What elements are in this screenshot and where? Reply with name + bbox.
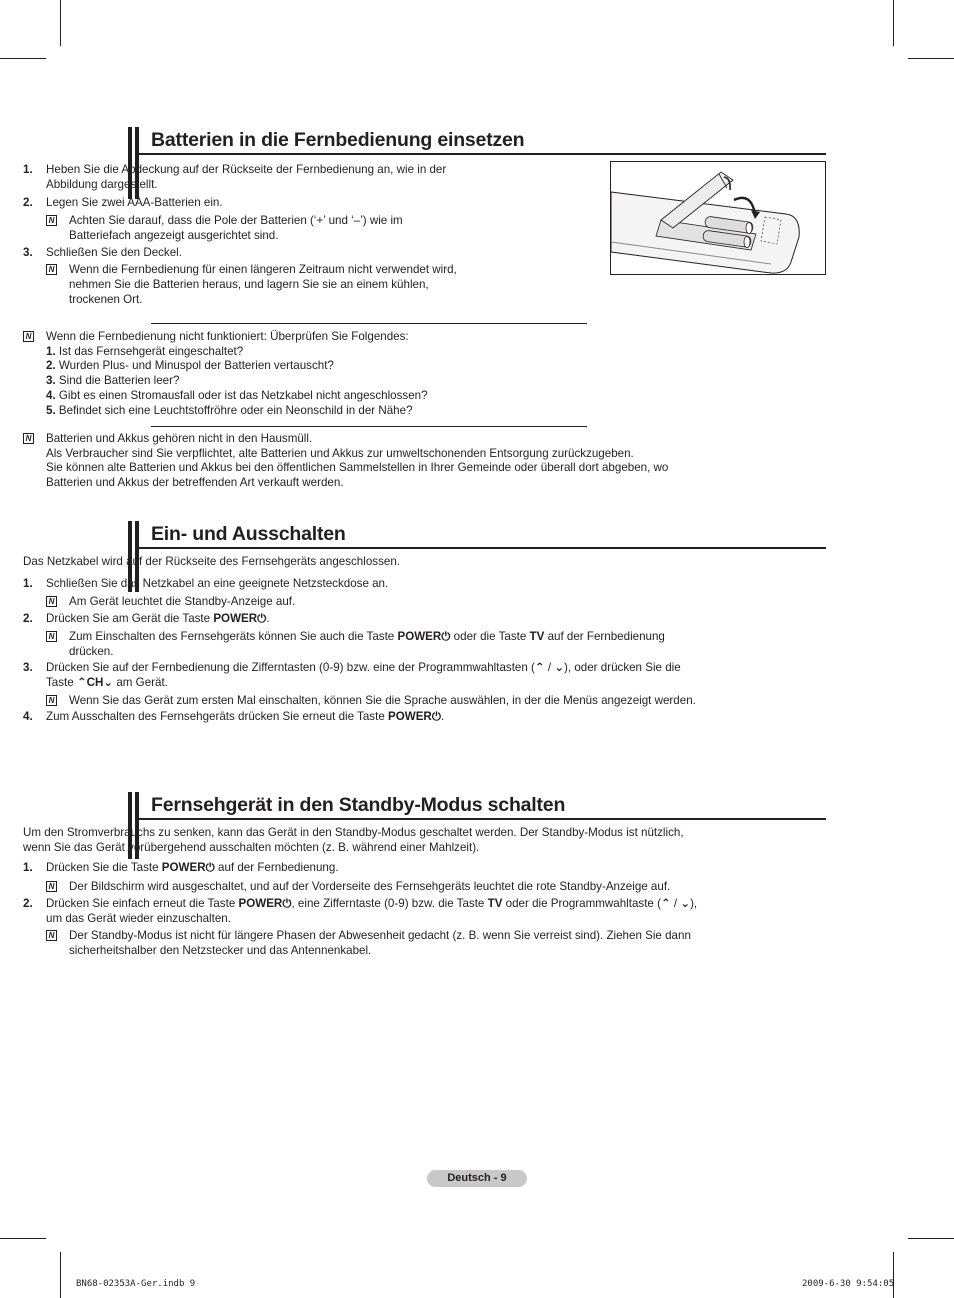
section-intro: Das Netzkabel wird auf der Rückseite des Fernsehgeräts angeschlossen.	[23, 555, 400, 568]
section-title: Fernsehgerät in den Standby-Modus schalten	[151, 794, 566, 816]
note-text: Am Gerät leuchtet die Standby-Anzeige auf.	[69, 595, 296, 609]
crop-mark	[893, 1252, 894, 1298]
crop-mark	[0, 58, 46, 59]
step-number: 4.	[23, 710, 33, 724]
section-title: Batterien in die Fernbedienung einsetzen	[151, 129, 525, 151]
power-icon: ⏻	[205, 861, 215, 875]
step-text: Legen Sie zwei AAA-Batterien ein.	[46, 196, 223, 210]
note-icon: N	[46, 930, 57, 941]
note-icon: N	[46, 695, 57, 706]
section-title: Ein- und Ausschalten	[151, 523, 346, 545]
step-text: Drücken Sie einfach erneut die Taste POWER⏻, eine Zifferntaste (0-9) bzw. die Taste TV oder die Programmwahltaste (⌃ / ⌄), um das Gerät wieder einzuschalten.	[46, 896, 698, 925]
crop-mark	[0, 1238, 46, 1239]
disposal-line: Batterien und Akkus gehören nicht in den Hausmüll.	[46, 432, 313, 445]
step-note	[23, 263, 459, 307]
chevron-down-icon: ⌄	[680, 896, 691, 910]
note-icon: N	[46, 215, 57, 226]
note-icon: N	[46, 264, 57, 275]
print-slug-left: BN68-02353A-Ger.indb 9	[76, 1279, 196, 1289]
note-text: Zum Einschalten des Fernsehgeräts können Sie auch die Taste POWER⏻ oder die Taste TV auf der Fernbedienung drücken.	[69, 629, 665, 658]
note-icon: N	[23, 433, 34, 444]
check-item: 5. Befindet sich eine Leuchtstoffröhre oder ein Neonschild in der Nähe?	[46, 403, 413, 417]
note-icon: N	[46, 631, 57, 642]
note-text: Achten Sie darauf, dass die Pole der Batterien (‘+’ und ‘–’) wie im Batteriefach angezeigt ausgerichtet sind.	[69, 214, 403, 242]
step-number: 2.	[23, 612, 33, 626]
step-number: 2.	[23, 196, 33, 210]
step-item	[23, 246, 459, 261]
disposal-line: Sie können alte Batterien und Akkus bei den öffentlichen Sammelstellen in Ihrer Gemeinde oder überall dort abgeben, wo Batterien und Akkus der betreffenden Art verkauft werden.	[46, 461, 669, 490]
chevron-up-icon: ⌃	[660, 896, 671, 910]
section-rule	[139, 153, 826, 155]
note-text: Wenn Sie das Gerät zum ersten Mal einschalten, können Sie die Sprache auswählen, in der die Menüs angezeigt werden.	[69, 693, 696, 707]
check-list	[46, 345, 459, 419]
crop-mark	[60, 1252, 61, 1298]
step-text: Schließen Sie das Netzkabel an eine geeignete Netzsteckdose an.	[46, 576, 389, 590]
step-number: 3.	[23, 661, 33, 675]
section-rule	[139, 818, 826, 820]
step-number: 1.	[23, 163, 33, 176]
disposal-note-block	[23, 432, 683, 491]
step-note	[23, 929, 698, 958]
step-number: 2.	[23, 896, 33, 910]
step-text: Drücken Sie am Gerät die Taste POWER⏻.	[46, 612, 270, 626]
crop-mark	[893, 0, 894, 46]
remote-battery-illustration	[610, 161, 826, 275]
troubleshoot-box	[23, 330, 459, 418]
step-note	[23, 880, 698, 895]
power-icon: ⏻	[257, 612, 267, 626]
step-text: Zum Ausschalten des Fernsehgeräts drücken Sie erneut die Taste POWER⏻.	[46, 710, 445, 724]
note-text: Der Standby-Modus ist nicht für längere Phasen der Abwesenheit gedacht (z. B. wenn Sie verreist sind). Ziehen Sie dann sicherheitshalber den Netzstecker und das Antennenkabel.	[69, 929, 691, 957]
check-item: 1. Ist das Fernsehgerät eingeschaltet?	[46, 344, 244, 358]
section-intro: Um den Stromverbrauchs zu senken, kann das Gerät in den Standby-Modus geschaltet werden. Der Standby-Modus ist nützlich, wenn Sie das Gerät vorübergehend ausschalten möchten (z. B. während einer Mahlzeit).	[23, 826, 684, 854]
print-slug-right: 2009-6-30 9:54:05	[802, 1279, 895, 1289]
section-rule	[139, 547, 826, 549]
step-item	[23, 196, 459, 211]
remote-control-icon	[611, 162, 826, 275]
power-icon: ⏻	[441, 629, 451, 643]
power-steps	[23, 555, 698, 725]
step-text: Drücken Sie die Taste POWER⏻ auf der Fernbedienung.	[46, 861, 339, 875]
check-item: 3. Sind die Batterien leer?	[46, 374, 180, 388]
step-item	[23, 861, 698, 876]
step-number: 1.	[23, 576, 33, 590]
crop-mark	[908, 58, 954, 59]
note-icon: N	[46, 596, 57, 607]
page-number-badge: Deutsch - 9	[427, 1170, 527, 1187]
divider	[151, 426, 587, 427]
battery-steps	[23, 163, 459, 307]
step-item	[23, 710, 698, 725]
step-note	[23, 694, 698, 709]
divider	[151, 323, 587, 324]
step-text: Heben Sie die Abdeckung auf der Rückseite der Fernbedienung an, wie in der Abbildung dargestellt.	[46, 163, 447, 191]
step-item	[23, 577, 698, 592]
power-icon: ⏻	[282, 896, 292, 910]
standby-steps	[23, 826, 698, 959]
note-text: Der Bildschirm wird ausgeschaltet, und auf der Vorderseite des Fernsehgeräts leuchtet die rote Standby-Anzeige auf.	[69, 880, 671, 894]
note-icon: N	[23, 331, 34, 342]
step-number: 3.	[23, 245, 33, 259]
disposal-note	[23, 432, 683, 491]
step-note	[23, 595, 698, 610]
check-item: 4. Gibt es einen Stromausfall oder ist das Netzkabel nicht angeschlossen?	[46, 388, 428, 402]
crop-mark	[908, 1238, 954, 1239]
crop-mark	[60, 0, 61, 46]
chevron-down-icon: ⌄	[103, 675, 114, 689]
chevron-down-icon: ⌄	[554, 661, 565, 675]
step-text: Schließen Sie den Deckel.	[46, 245, 182, 259]
step-item	[23, 163, 459, 192]
check-item: 2. Wurden Plus- und Minuspol der Batterien vertauscht?	[46, 359, 334, 373]
step-note	[23, 630, 698, 659]
note-text: Wenn die Fernbedienung für einen längeren Zeitraum nicht verwendet wird, nehmen Sie die Batterien heraus, und lagern Sie sie an einem kühlen, trockenen Ort.	[69, 263, 457, 306]
step-number: 1.	[23, 861, 33, 875]
troubleshoot-note	[23, 330, 459, 418]
note-icon: N	[46, 881, 57, 892]
chevron-up-icon: ⌃	[76, 675, 87, 689]
note-text: Wenn die Fernbedienung nicht funktioniert: Überprüfen Sie Folgendes:	[46, 330, 409, 343]
chevron-up-icon: ⌃	[534, 661, 545, 675]
step-note	[23, 214, 459, 243]
step-text: Drücken Sie auf der Fernbedienung die Zifferntasten (0-9) bzw. eine der Programmwahltasten (⌃ / ⌄), oder drücken Sie die Taste ⌃CH⌄ am Gerät.	[46, 661, 681, 689]
step-item	[23, 897, 698, 926]
power-icon: ⏻	[431, 710, 441, 724]
step-item	[23, 612, 698, 627]
disposal-line: Als Verbraucher sind Sie verpflichtet, alte Batterien und Akkus zur umweltschonenden Entsorgung zurückzugeben.	[46, 446, 634, 460]
step-item	[23, 661, 698, 690]
